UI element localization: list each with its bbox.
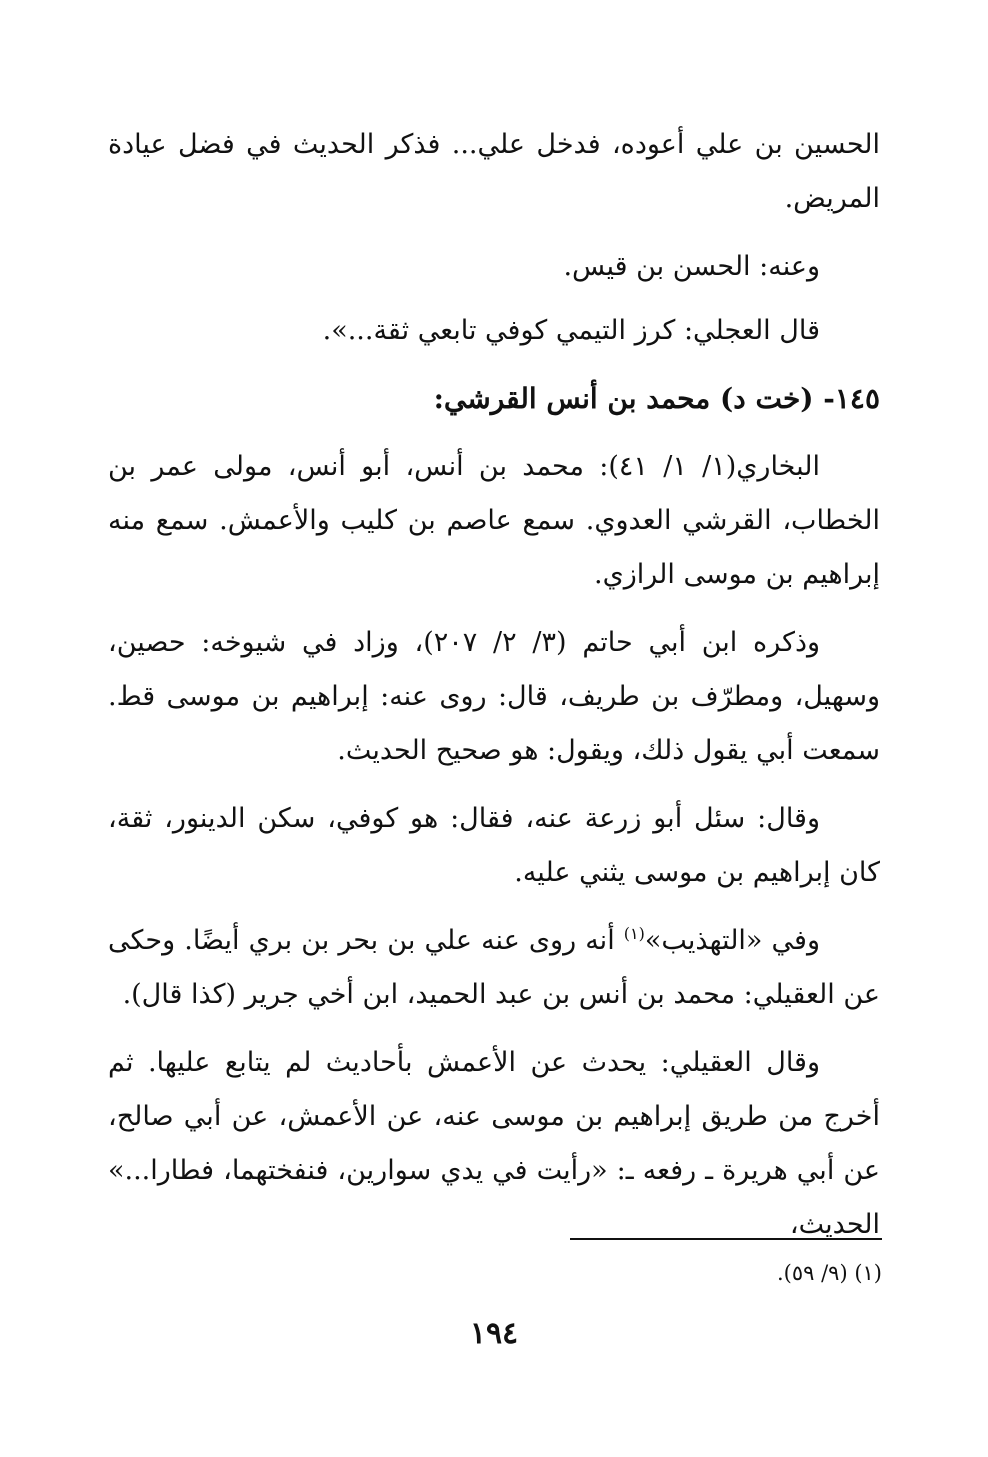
footnote-divider <box>570 1238 882 1240</box>
page-body <box>108 118 880 1266</box>
paragraph-tahdhib <box>108 914 880 1022</box>
paragraph-tahdhib-start: وفي «التهذيب» <box>644 925 820 956</box>
paragraph-ijli-quote: قال العجلي: كرز التيمي كوفي تابعي ثقة...». <box>322 315 820 346</box>
paragraph-tahdhib-rest: أنه روى عنه علي بن بحر بن بري أيضًا. وحكى عن العقيلي: محمد بن أنس بن عبد الحميد، ابن أخي جرير (كذا قال). <box>108 925 880 1010</box>
footnote: (١) (٩/ ٥٩). <box>776 1261 882 1285</box>
page-number: ١٩٤ <box>469 1316 519 1351</box>
paragraph-abu-zura: وقال: سئل أبو زرعة عنه، فقال: هو كوفي، سكن الدينور، ثقة، كان إبراهيم بن موسى يثني عليه. <box>108 803 880 888</box>
paragraph-bukhari: البخاري(١/ ١/ ٤١): محمد بن أنس، أبو أنس، مولى عمر بن الخطاب، القرشي العدوي. سمع عاصم بن كليب والأعمش. سمع منه إبراهيم بن موسى الرازي. <box>108 451 880 590</box>
paragraph-uqayli: وقال العقيلي: يحدث عن الأعمش بأحاديث لم يتابع عليها. ثم أخرج من طريق إبراهيم بن موسى عنه، عن الأعمش، عن أبي صالح، عن أبي هريرة ـ رفعه ـ: «رأيت في يدي سوارين، فنفختهما، فطارا...» الحديث، <box>108 1047 880 1240</box>
footnote-reference[interactable]: (١) <box>623 924 645 943</box>
paragraph-continuation: الحسين بن علي أعوده، فدخل علي... فذكر الحديث في فضل عيادة المريض. <box>108 129 880 214</box>
paragraph-narrators: وعنه: الحسن بن قيس. <box>563 251 820 282</box>
paragraph-ibn-abi-hatim: وذكره ابن أبي حاتم (٣/ ٢/ ٢٠٧)، وزاد في شيوخه: حصين، وسهيل، ومطرّف بن طريف، قال: روى عنه: إبراهيم بن موسى قط. سمعت أبي يقول ذلك، ويقول: هو صحيح الحديث. <box>108 627 880 766</box>
entry-heading: ١٤٥- (خت د) محمد بن أنس القرشي: <box>433 382 880 415</box>
